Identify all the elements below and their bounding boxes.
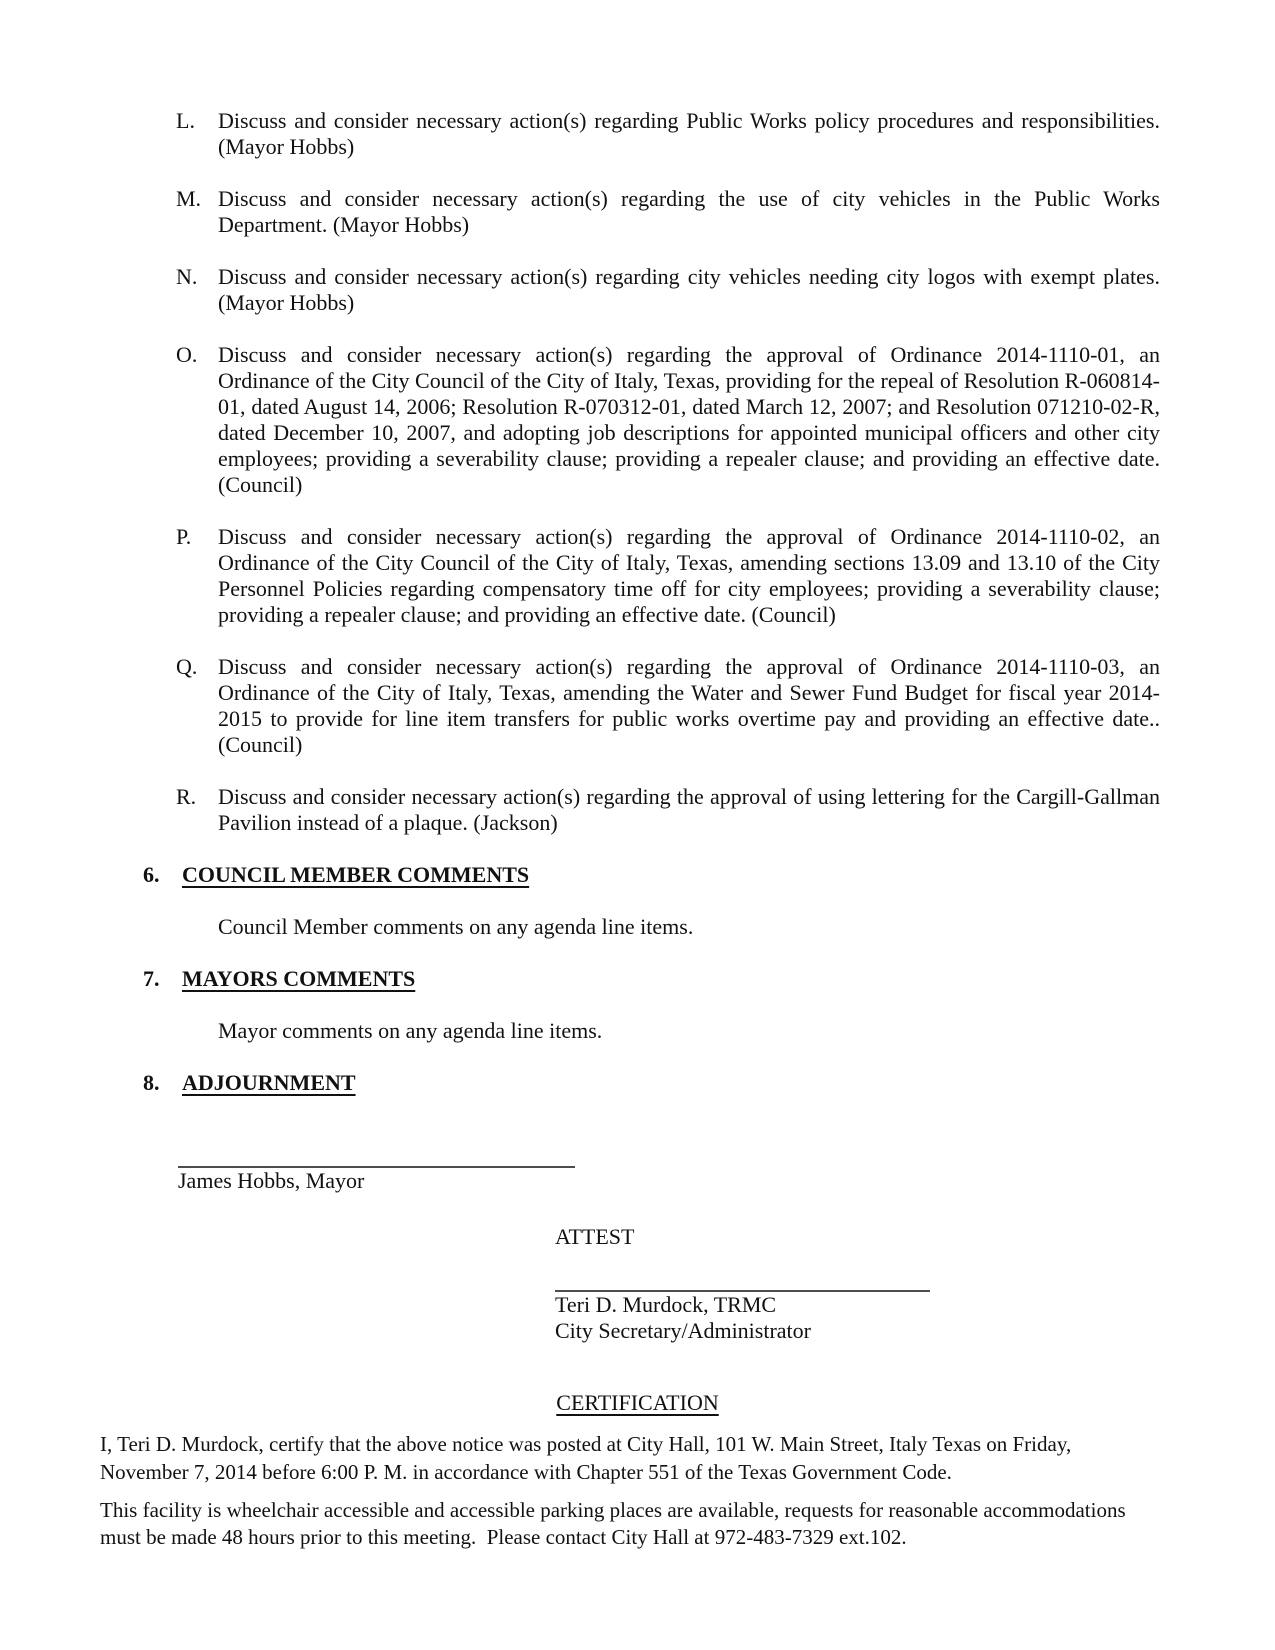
section-adjournment bbox=[143, 1070, 1160, 1096]
agenda-item-text: Discuss and consider necessary action(s) regarding the approval of Ordinance 2014-1110-03, an Ordinance of the City of Italy, Texas, amending the Water and Sewer Fund Budget for fiscal year 2014-2015 to provide for line item transfers for public works overtime pay and providing an effective date..(Council) bbox=[218, 654, 1160, 757]
agenda-item-letter: P. bbox=[176, 524, 192, 549]
agenda-item-text: Discuss and consider necessary action(s) regarding Public Works policy procedures and responsibilities. (Mayor Hobbs) bbox=[218, 108, 1160, 159]
agenda-item-Q bbox=[176, 654, 1160, 758]
certification-heading-row bbox=[0, 1390, 1275, 1416]
agenda-item-text: Discuss and consider necessary action(s) regarding the approval of using lettering for the Cargill-Gallman Pavilion instead of a plaque. (Jackson) bbox=[218, 784, 1160, 835]
certification-accessibility-statement: This facility is wheelchair accessible and accessible parking places are available, requests for reasonable accommodations must be made 48 hours prior to this meeting. Please contact City Hall at 972-483-7329 ext.102. bbox=[100, 1498, 1131, 1549]
agenda-item-O bbox=[176, 342, 1160, 498]
agenda-item-letter: M. bbox=[176, 186, 202, 211]
agenda-item-letter: N. bbox=[176, 264, 198, 289]
certification-title: CERTIFICATION bbox=[556, 1390, 719, 1415]
agenda-item-list bbox=[176, 108, 1160, 836]
mayor-signature-name: James Hobbs, Mayor bbox=[178, 1168, 365, 1193]
section-council-member-comments bbox=[143, 862, 1160, 940]
agenda-item-letter: R. bbox=[176, 784, 197, 809]
agenda-item-letter: L. bbox=[176, 108, 195, 133]
attest-label: ATTEST bbox=[555, 1224, 635, 1249]
mayor-signature-block bbox=[178, 1166, 1275, 1194]
section-number: 6. bbox=[143, 862, 160, 887]
agenda-item-M bbox=[176, 186, 1160, 238]
agenda-item-text: Discuss and consider necessary action(s) regarding the approval of Ordinance 2014-1110-02, an Ordinance of the City Council of the City of Italy, Texas, amending sections 13.09 and 13.10 of the City Personnel Policies regarding compensatory time off for city employees; providing a severability clause; providing a repealer clause; and providing an effective date. (Council) bbox=[218, 524, 1160, 627]
agenda-item-text: Discuss and consider necessary action(s) regarding the approval of Ordinance 2014-1110-01, an Ordinance of the City Council of the City of Italy, Texas, providing for the repeal of Resolution R-060814-01, dated August 14, 2006; Resolution R-070312-01, dated March 12, 2007; and Resolution 071210-02-R, dated December 10, 2007, and adopting job descriptions for appointed municipal officers and other city employees; providing a severability clause; providing a repealer clause; and providing an effective date. (Council) bbox=[218, 342, 1160, 497]
section-title: MAYORS COMMENTS bbox=[182, 966, 416, 991]
agenda-item-R bbox=[176, 784, 1160, 836]
section-body: Council Member comments on any agenda line items. bbox=[218, 914, 694, 939]
section-title: COUNCIL MEMBER COMMENTS bbox=[182, 862, 530, 887]
section-heading bbox=[143, 966, 1160, 992]
agenda-item-L bbox=[176, 108, 1160, 160]
secretary-signature-name: Teri D. Murdock, TRMC bbox=[555, 1292, 777, 1317]
section-title: ADJOURNMENT bbox=[182, 1070, 356, 1095]
section-number: 7. bbox=[143, 966, 160, 991]
section-heading bbox=[143, 862, 1160, 888]
section-heading bbox=[143, 1070, 1160, 1096]
section-number: 8. bbox=[143, 1070, 160, 1095]
certification-posting-statement: I, Teri D. Murdock, certify that the above notice was posted at City Hall, 101 W. Main Street, Italy Texas on Friday, November 7, 2014 before 6:00 P. M. in accordance with Chapter 551 of the Texas Government Code. bbox=[100, 1432, 1077, 1484]
agenda-item-P bbox=[176, 524, 1160, 628]
secretary-signature-block bbox=[555, 1290, 1275, 1344]
agenda-item-N bbox=[176, 264, 1160, 316]
section-body: Mayor comments on any agenda line items. bbox=[218, 1018, 603, 1043]
agenda-item-text: Discuss and consider necessary action(s) regarding city vehicles needing city logos with exempt plates. (Mayor Hobbs) bbox=[218, 264, 1160, 315]
agenda-item-letter: O. bbox=[176, 342, 198, 367]
agenda-item-letter: Q. bbox=[176, 654, 198, 679]
section-mayors-comments bbox=[143, 966, 1160, 1044]
secretary-signature-title: City Secretary/Administrator bbox=[555, 1318, 811, 1343]
agenda-item-text: Discuss and consider necessary action(s) regarding the use of city vehicles in the Public Works Department. (Mayor Hobbs) bbox=[218, 186, 1160, 237]
